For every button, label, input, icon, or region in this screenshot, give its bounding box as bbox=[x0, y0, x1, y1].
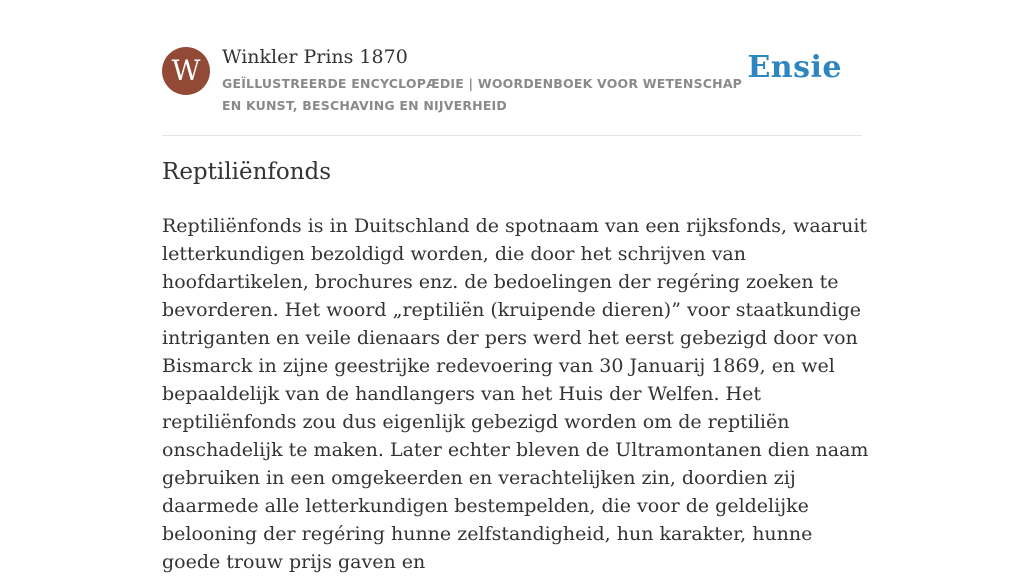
source-title[interactable]: Winkler Prins 1870 bbox=[222, 46, 408, 68]
entry-title: Reptiliënfonds bbox=[162, 159, 332, 185]
content-container bbox=[162, 0, 869, 573]
source-avatar[interactable]: W bbox=[162, 47, 210, 95]
source-subtitle: GEÏLLUSTREERDE ENCYCLOPÆDIE | WOORDENBOEK VOOR WETENSCHAP EN KUNST, BESCHAVING EN NIJVERHEID bbox=[222, 76, 743, 113]
source-header bbox=[162, 0, 862, 136]
entry-body: Reptiliënfonds is in Duitschland de spotnaam van een rijksfonds, waaruit letterkundigen bezoldigd worden, die door het schrijven van hoofdartikelen, brochures enz. de bedoelingen der regéring zoeken te bevorderen. Het woord „reptiliën (kruipende dieren)” voor staatkundige intriganten en veile dienaars der pers werd het eerst gebezigd door von Bismarck in zijne geestrijke redevoering van 30 Januarij 1869, en wel bepaaldelijk van de handlangers van het Huis der Welfen. Het reptiliënfonds zou dus eigenlijk gebezigd worden om de reptiliën onschadelijk te maken. Later echter bleven de Ultramontanen dien naam gebruiken in een omgekeerden en verachtelijken zin, doordien zij daarmede alle letterkundigen bestempelden, die voor de geldelijke belooning der regéring hunne zelfstandigheid, hun karakter, hunne goede trouw prijs gaven en bbox=[162, 215, 869, 573]
ensie-logo[interactable]: Ensie bbox=[747, 50, 842, 85]
